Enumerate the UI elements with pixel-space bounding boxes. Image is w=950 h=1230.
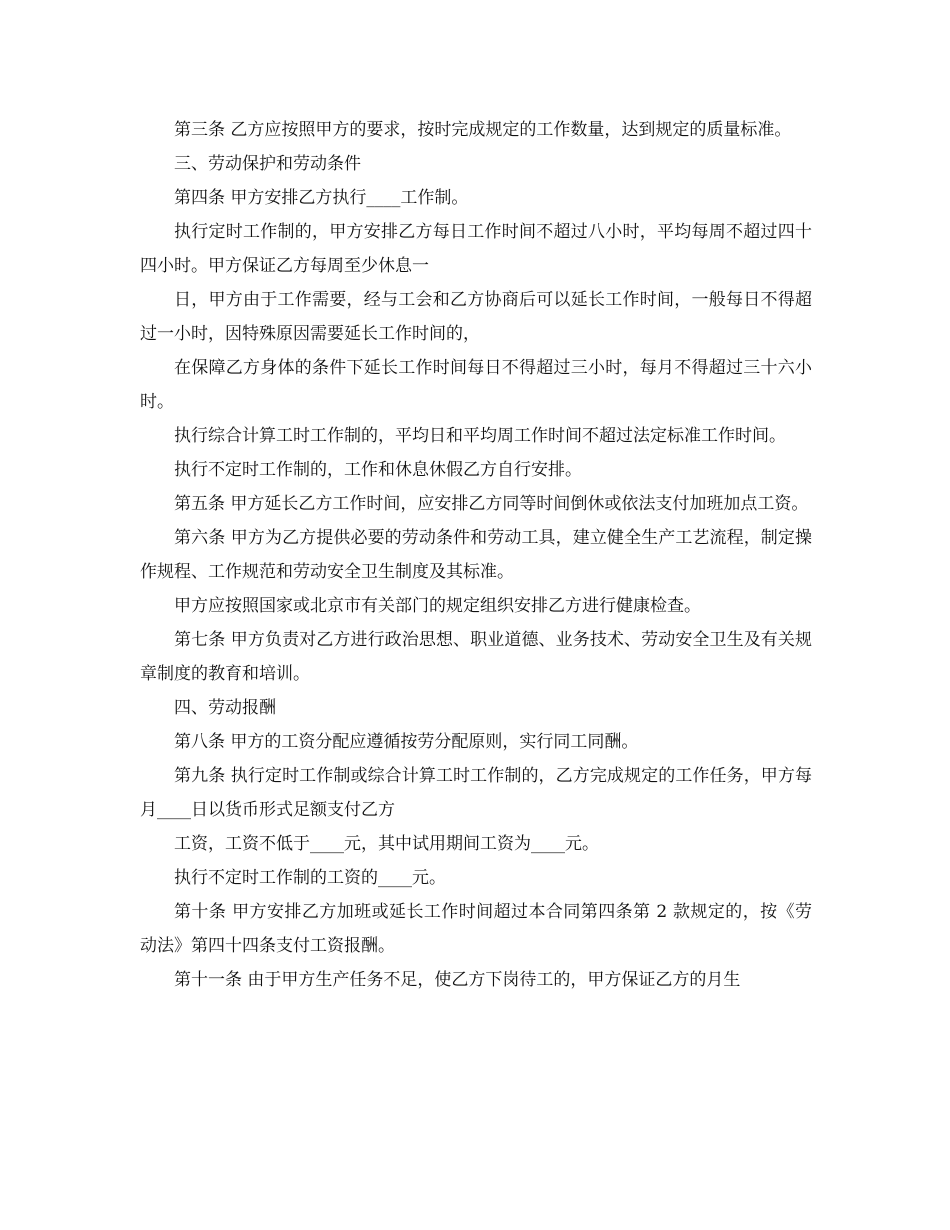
- paragraph-article-10: 第十条 甲方安排乙方加班或延长工作时间超过本合同第四条第 2 款规定的，按《劳动法》第四十四条支付工资报酬。: [140, 902, 812, 956]
- paragraph-article-3: 第三条 乙方应按照甲方的要求，按时完成规定的工作数量，达到规定的质量标准。: [174, 120, 792, 140]
- paragraph-article-7: 第七条 甲方负责对乙方进行政治思想、职业道德、业务技术、劳动安全卫生及有关规章制度的教育和培训。: [140, 630, 812, 684]
- paragraph-comprehensive-hours: 执行综合计算工时工作制的，平均日和平均周工作时间不超过法定标准工作时间。: [174, 426, 786, 446]
- paragraph-wage-amount: 工资，工资不低于____元，其中试用期间工资为____元。: [174, 834, 599, 854]
- paragraph-flexible-wage: 执行不定时工作制的工资的____元。: [174, 868, 446, 888]
- paragraph-article-4: 第四条 甲方安排乙方执行____工作制。: [174, 188, 469, 208]
- paragraph-health-check: 甲方应按照国家或北京市有关部门的规定组织安排乙方进行健康检查。: [174, 596, 701, 616]
- paragraph-article-9: 第九条 执行定时工作制或综合计算工时工作制的，乙方完成规定的工作任务，甲方每月____日以货币形式足额支付乙方: [140, 766, 812, 820]
- section-heading-labor-protection: 三、劳动保护和劳动条件: [174, 154, 361, 174]
- paragraph-fixed-hours: 执行定时工作制的，甲方安排乙方每日工作时间不超过八小时，平均每周不超过四十四小时。甲方保证乙方每周至少休息一: [140, 222, 812, 276]
- paragraph-article-11: 第十一条 由于甲方生产任务不足，使乙方下岗待工的，甲方保证乙方的月生: [174, 970, 741, 990]
- paragraph-overtime-limit: 日，甲方由于工作需要，经与工会和乙方协商后可以延长工作时间，一般每日不得超过一小时，因特殊原因需要延长工作时间的，: [140, 290, 812, 344]
- paragraph-flexible-hours: 执行不定时工作制的，工作和休息休假乙方自行安排。: [174, 460, 582, 480]
- document-body: [140, 113, 812, 997]
- paragraph-overtime-health: 在保障乙方身体的条件下延长工作时间每日不得超过三小时，每月不得超过三十六小时。: [140, 358, 812, 412]
- paragraph-article-6: 第六条 甲方为乙方提供必要的劳动条件和劳动工具，建立健全生产工艺流程，制定操作规程、工作规范和劳动安全卫生制度及其标准。: [140, 528, 812, 582]
- paragraph-article-5: 第五条 甲方延长乙方工作时间，应安排乙方同等时间倒休或依法支付加班加点工资。: [174, 494, 809, 514]
- paragraph-article-8: 第八条 甲方的工资分配应遵循按劳分配原则，实行同工同酬。: [174, 732, 639, 752]
- section-heading-remuneration: 四、劳动报酬: [174, 698, 276, 718]
